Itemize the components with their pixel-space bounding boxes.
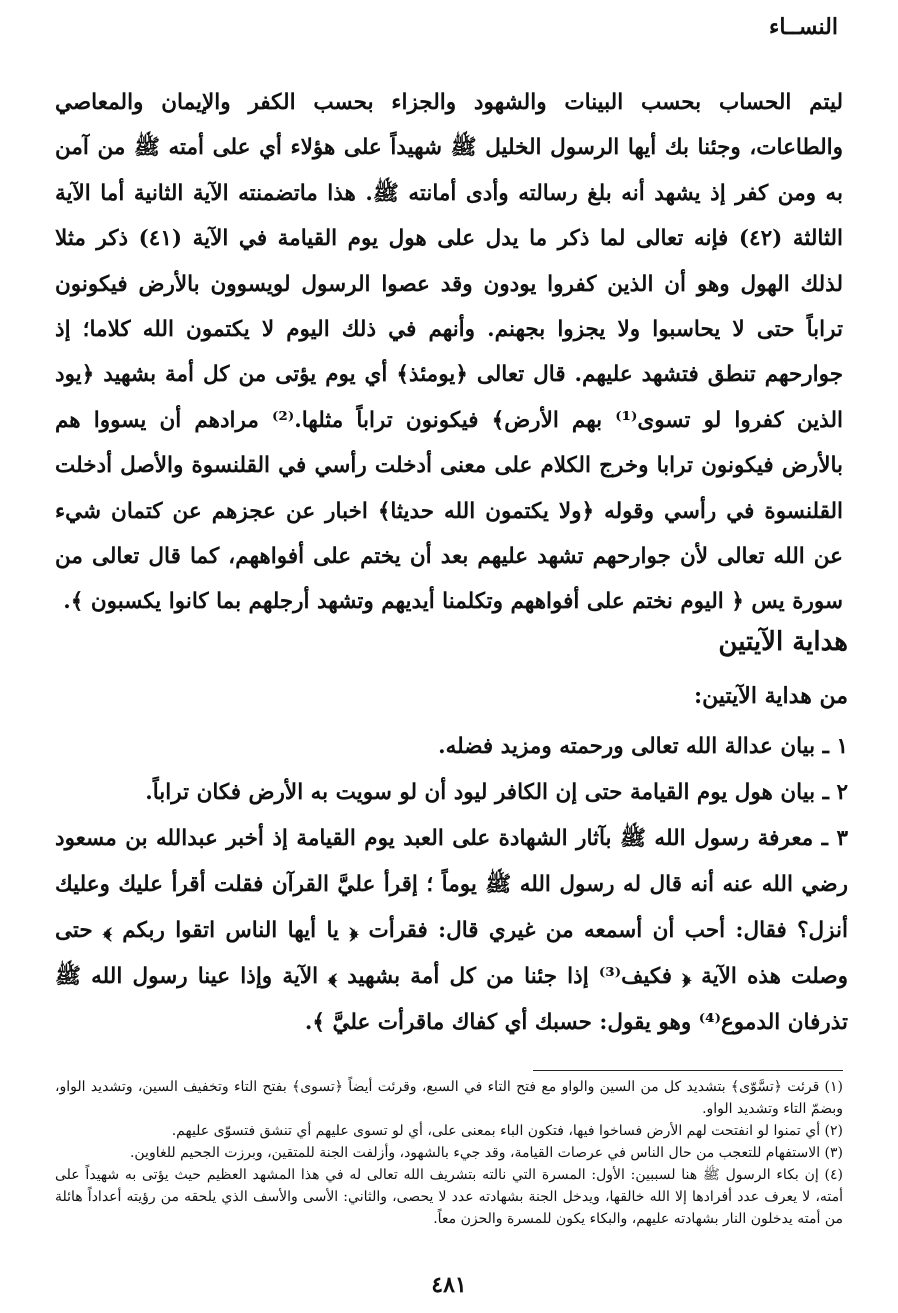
footnote-separator bbox=[533, 1070, 843, 1071]
footnote-2: (٢) أي تمنوا لو انفتحت لهم الأرض فساخوا فيها، فتكون الباء بمعنى على، أي لو تسوى عليهم أي تنشق فتسوّى عليهم. bbox=[171, 1123, 843, 1139]
footnote-4: (٤) إن بكاء الرسول ﷺ هنا لسببين: الأول: المسرة التي نالته بتشريف الله تعالى له في هذا المشهد العظيم حيث يؤتى به شهيداً على أمته، لا يعرف عدد أفرادها إلا الله خالقها، ويدخل الجنة بشهادته عدد لا يحصى، والثاني: الأسى والأسف الذي يلحقه من رؤيته أعداداً هائلة من أمته يدخلون النار بشهادته عليهم، والبكاء يكون للمسرة والحزن معاً. bbox=[55, 1167, 843, 1227]
guidance-point-1: ١ ـ بيان عدالة الله تعالى ورحمته ومزيد فضله. bbox=[438, 734, 848, 759]
running-head: النســاء bbox=[768, 14, 838, 40]
page-number: ٤٨١ bbox=[431, 1272, 467, 1298]
footnotes bbox=[55, 1076, 843, 1230]
commentary-paragraph: ليتم الحساب بحسب البينات والشهود والجزاء بحسب الكفر والإيمان والمعاصي والطاعات، وجئنا بك أيها الرسول الخليل ﷺ شهيداً على هؤلاء أي على أمته ﷺ من آمن به ومن كفر إذ يشهد أنه بلغ رسالته وأدى أمانته ﷺ. هذا ماتضمنته الآية الثانية أما الآية الثالثة (٤٢) فإنه تعالى لما ذكر ما يدل على هول يوم القيامة في الآية (٤١) ذكر مثلا لذلك الهول وهو أن الذين كفروا يودون وقد عصوا الرسول لويسوون بالأرض فيكونون تراباً حتى لا يحاسبوا ولا يجزوا بجهنم. وأنهم في ذلك اليوم لا يكتمون الله كلاما؛ إذ جوارحهم تنطق فتشهد عليهم. قال تعالى ﴿يومئذ﴾ أي يوم يؤتى من كل أمة بشهيد ﴿يود الذين كفروا لو تسوى⁽¹⁾ بهم الأرض﴾ فيكونون تراباً مثلها.⁽²⁾ مرادهم أن يسووا هم بالأرض فيكونون ترابا وخرج الكلام على معنى أدخلت رأسي في القلنسوة والأصل أدخلت القلنسوة في رأسي وقوله ﴿ولا يكتمون الله حديثا﴾ اخبار عن عجزهم عن كتمان شيء عن الله تعالى لأن جوارحهم تشهد عليهم بعد أن يختم على أفواههم، كما قال تعالى من سورة يس ﴿ اليوم نختم على أفواههم وتكلمنا أيديهم وتشهد أرجلهم بما كانوا يكسبون ﴾. bbox=[55, 90, 843, 615]
guidance-list bbox=[55, 724, 848, 1046]
footnote-3: (٣) الاستفهام للتعجب من حال الناس في عرصات القيامة، وقد جيء بالشهود، وأزلفت الجنة للمتقين، وبرزت الجحيم للغاوين. bbox=[129, 1145, 843, 1161]
commentary-body bbox=[55, 80, 843, 625]
guidance-point-2: ٢ ـ بيان هول يوم القيامة حتى إن الكافر ليود أن لو سويت به الأرض فكان تراباً. bbox=[145, 780, 848, 805]
section-intro: من هداية الآيتين: bbox=[694, 683, 848, 709]
footnote-1: (١) قرئت ﴿تسَّوّى﴾ بتشديد كل من السين والواو مع فتح التاء في السبع، وقرئت أيضاً ﴿تسوى﴾ بفتح التاء وتخفيف السين، وتشديد الواو، وبضمّ التاء وتشديد الواو. bbox=[55, 1079, 843, 1117]
guidance-point-3: ٣ ـ معرفة رسول الله ﷺ بآثار الشهادة على العبد يوم القيامة إذ أخبر عبدالله بن مسعود رضي الله عنه أنه قال له رسول الله ﷺ يوماً ؛ إقرأ عليَّ القرآن فقلت أقرأ عليك وعليك أنزل؟ فقال: أحب أن أسمعه من غيري قال: فقرأت ﴿ يا أيها الناس اتقوا ربكم ﴾ حتى وصلت هذه الآية ﴿ فكيف⁽³⁾ إذا جئنا من كل أمة بشهيد ﴾ الآية وإذا عينا رسول الله ﷺ تذرفان الدموع⁽⁴⁾ وهو يقول: حسبك أي كفاك ماقرأت عليَّ ﴾. bbox=[55, 826, 848, 1035]
section-title: هداية الآيتين bbox=[718, 627, 848, 657]
